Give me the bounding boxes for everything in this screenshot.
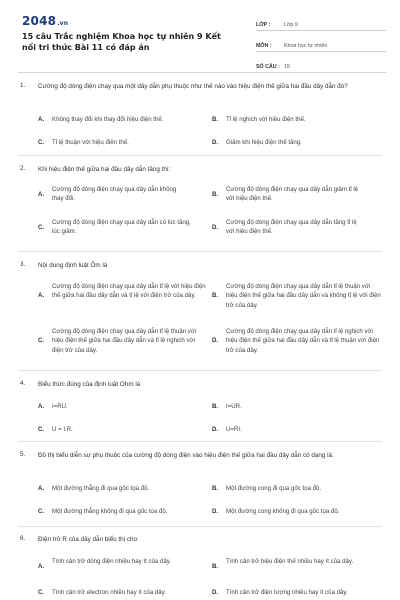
- option-label: A.: [38, 563, 45, 570]
- question-divider: [18, 155, 382, 156]
- option-text: Một đường cong không đi qua gốc tọa độ.: [226, 508, 340, 515]
- option-text: Tính cản trở hiệu điện thế nhiều hay ít của dây.: [226, 558, 354, 565]
- option-text: Cường độ dòng điện chạy qua dây dẫn tỉ lệ với hiệu điện thế giữa hai đầu dây dẫn và tỉ lệ với điện trở của dây.: [52, 283, 206, 300]
- option-text: Tỉ lệ thuận với hiệu điện thế.: [52, 139, 129, 146]
- question-text: Biểu thức đúng của định luật Ohm là: [38, 381, 141, 388]
- option-text: Cường độ dòng điện chạy qua dây dẫn có lúc tăng, lúc giảm.: [52, 219, 191, 236]
- option-label: B.: [212, 191, 219, 198]
- question-number: 1.: [20, 82, 26, 89]
- option-text: Cường độ dòng điện chạy qua dây dẫn tỉ lệ nghịch với hiệu điện thế giữa hai đầu dây dẫn và tỉ lệ thuận với điện trở của dây.: [226, 328, 380, 354]
- question-number: 6.: [20, 535, 26, 542]
- option-label: B.: [212, 563, 219, 570]
- question-text: Đồ thị biểu diễn sự phụ thuộc của cường độ dòng điện vào hiệu điện thế giữa hai đầu dây dẫn có dạng là:: [38, 452, 334, 459]
- question-text: Nội dung định luật Ôm là: [38, 262, 108, 269]
- option-label: D.: [212, 224, 219, 231]
- option-label: B.: [212, 116, 219, 123]
- question-number: 2.: [20, 165, 26, 172]
- document-title: 15 câu Trắc nghiệm Khoa học tự nhiên 9 Kết nối tri thức Bài 11 có đáp án: [22, 32, 221, 52]
- option-text: Tính cản trở dòng điện nhiều hay ít của dây.: [52, 558, 172, 565]
- option-label: D.: [212, 589, 219, 596]
- option-text: Một đường thẳng không đi qua gốc tọa độ.: [52, 508, 168, 515]
- option-label: A.: [38, 485, 45, 492]
- meta-key: MÔN :: [256, 43, 272, 49]
- option-text: Một đường cong đi qua gốc tọa độ.: [226, 485, 322, 492]
- option-label: D.: [212, 337, 219, 344]
- question-text: Khi hiệu điện thế giữa hai đầu dây dẫn tăng thì:: [38, 166, 171, 173]
- question-number: 3.: [20, 261, 26, 268]
- option-label: B.: [212, 403, 219, 410]
- option-label: B.: [212, 292, 219, 299]
- option-label: C.: [38, 589, 45, 596]
- logo-suffix: .vn: [57, 20, 69, 27]
- option-label: B.: [212, 485, 219, 492]
- option-label: C.: [38, 508, 45, 515]
- option-text: Một đường thẳng đi qua gốc tọa độ.: [52, 485, 150, 492]
- option-text: Cường độ dòng điện chạy qua dây dẫn giảm tỉ lệ với hiệu điện thế.: [226, 186, 359, 203]
- question-text: Điện trở R của dây dẫn biểu thị cho:: [38, 536, 139, 543]
- option-text: Tỉ lệ nghịch với hiệu điện thế.: [226, 116, 306, 123]
- option-text: Cường độ dòng điện chạy qua dây dẫn tỉ lệ thuận với hiệu điện thế giữa hai đầu dây dẫn và không tỉ lệ với điện trở của dây.: [226, 283, 381, 309]
- question-number: 5.: [20, 451, 26, 458]
- option-text: U=RI.: [226, 426, 242, 433]
- option-text: I=RU.: [52, 403, 68, 410]
- option-label: A.: [38, 116, 45, 123]
- option-text: I=UR.: [226, 403, 242, 410]
- question-divider: [18, 251, 382, 252]
- option-label: C.: [38, 337, 45, 344]
- meta-key: LỚP :: [256, 22, 271, 28]
- meta-value: Lớp 9: [284, 22, 298, 28]
- meta-value: Khoa học tự nhiên: [284, 43, 328, 49]
- question-number: 4.: [20, 380, 26, 387]
- question-divider: [18, 370, 382, 371]
- option-label: A.: [38, 191, 45, 198]
- option-text: Cường độ dòng điện chạy qua dây dẫn tăng tỉ lệ với hiệu điện thế.: [226, 219, 357, 236]
- question-divider: [18, 526, 382, 527]
- option-label: D.: [212, 426, 219, 433]
- option-label: A.: [38, 403, 45, 410]
- option-text: U = I.R.: [52, 426, 73, 433]
- option-label: C.: [38, 426, 45, 433]
- option-text: Giảm khi hiệu điện thế tăng.: [226, 139, 302, 146]
- question-divider: [18, 441, 382, 442]
- option-label: D.: [212, 139, 219, 146]
- meta-value: 15: [284, 64, 290, 70]
- option-label: A.: [38, 292, 45, 299]
- option-text: Tính cản trở electron nhiều hay ít của dây.: [52, 589, 166, 596]
- meta-key: SỐ CÂU :: [256, 64, 280, 70]
- option-label: C.: [38, 139, 45, 146]
- option-text: Cường độ dòng điện chạy qua dây dẫn tỉ lệ thuận với hiệu điện thế giữa hai đầu dây dẫn và tỉ lệ nghịch với điện trở của dây.: [52, 328, 197, 354]
- option-text: Không thay đổi khi thay đổi hiệu điện thế.: [52, 116, 164, 123]
- option-text: Cường độ dòng điện chạy qua dây dẫn không thay đổi.: [52, 186, 177, 203]
- question-text: Cường độ dòng điện chạy qua một dây dẫn phụ thuộc như thế nào vào hiệu điện thế giữa hai đầu dây dẫn đó?: [38, 83, 348, 90]
- option-label: D.: [212, 508, 219, 515]
- option-label: C.: [38, 224, 45, 231]
- logo-text: 2048: [22, 14, 57, 28]
- option-text: Tính cản trở điện lượng nhiều hay ít của dây.: [226, 589, 348, 596]
